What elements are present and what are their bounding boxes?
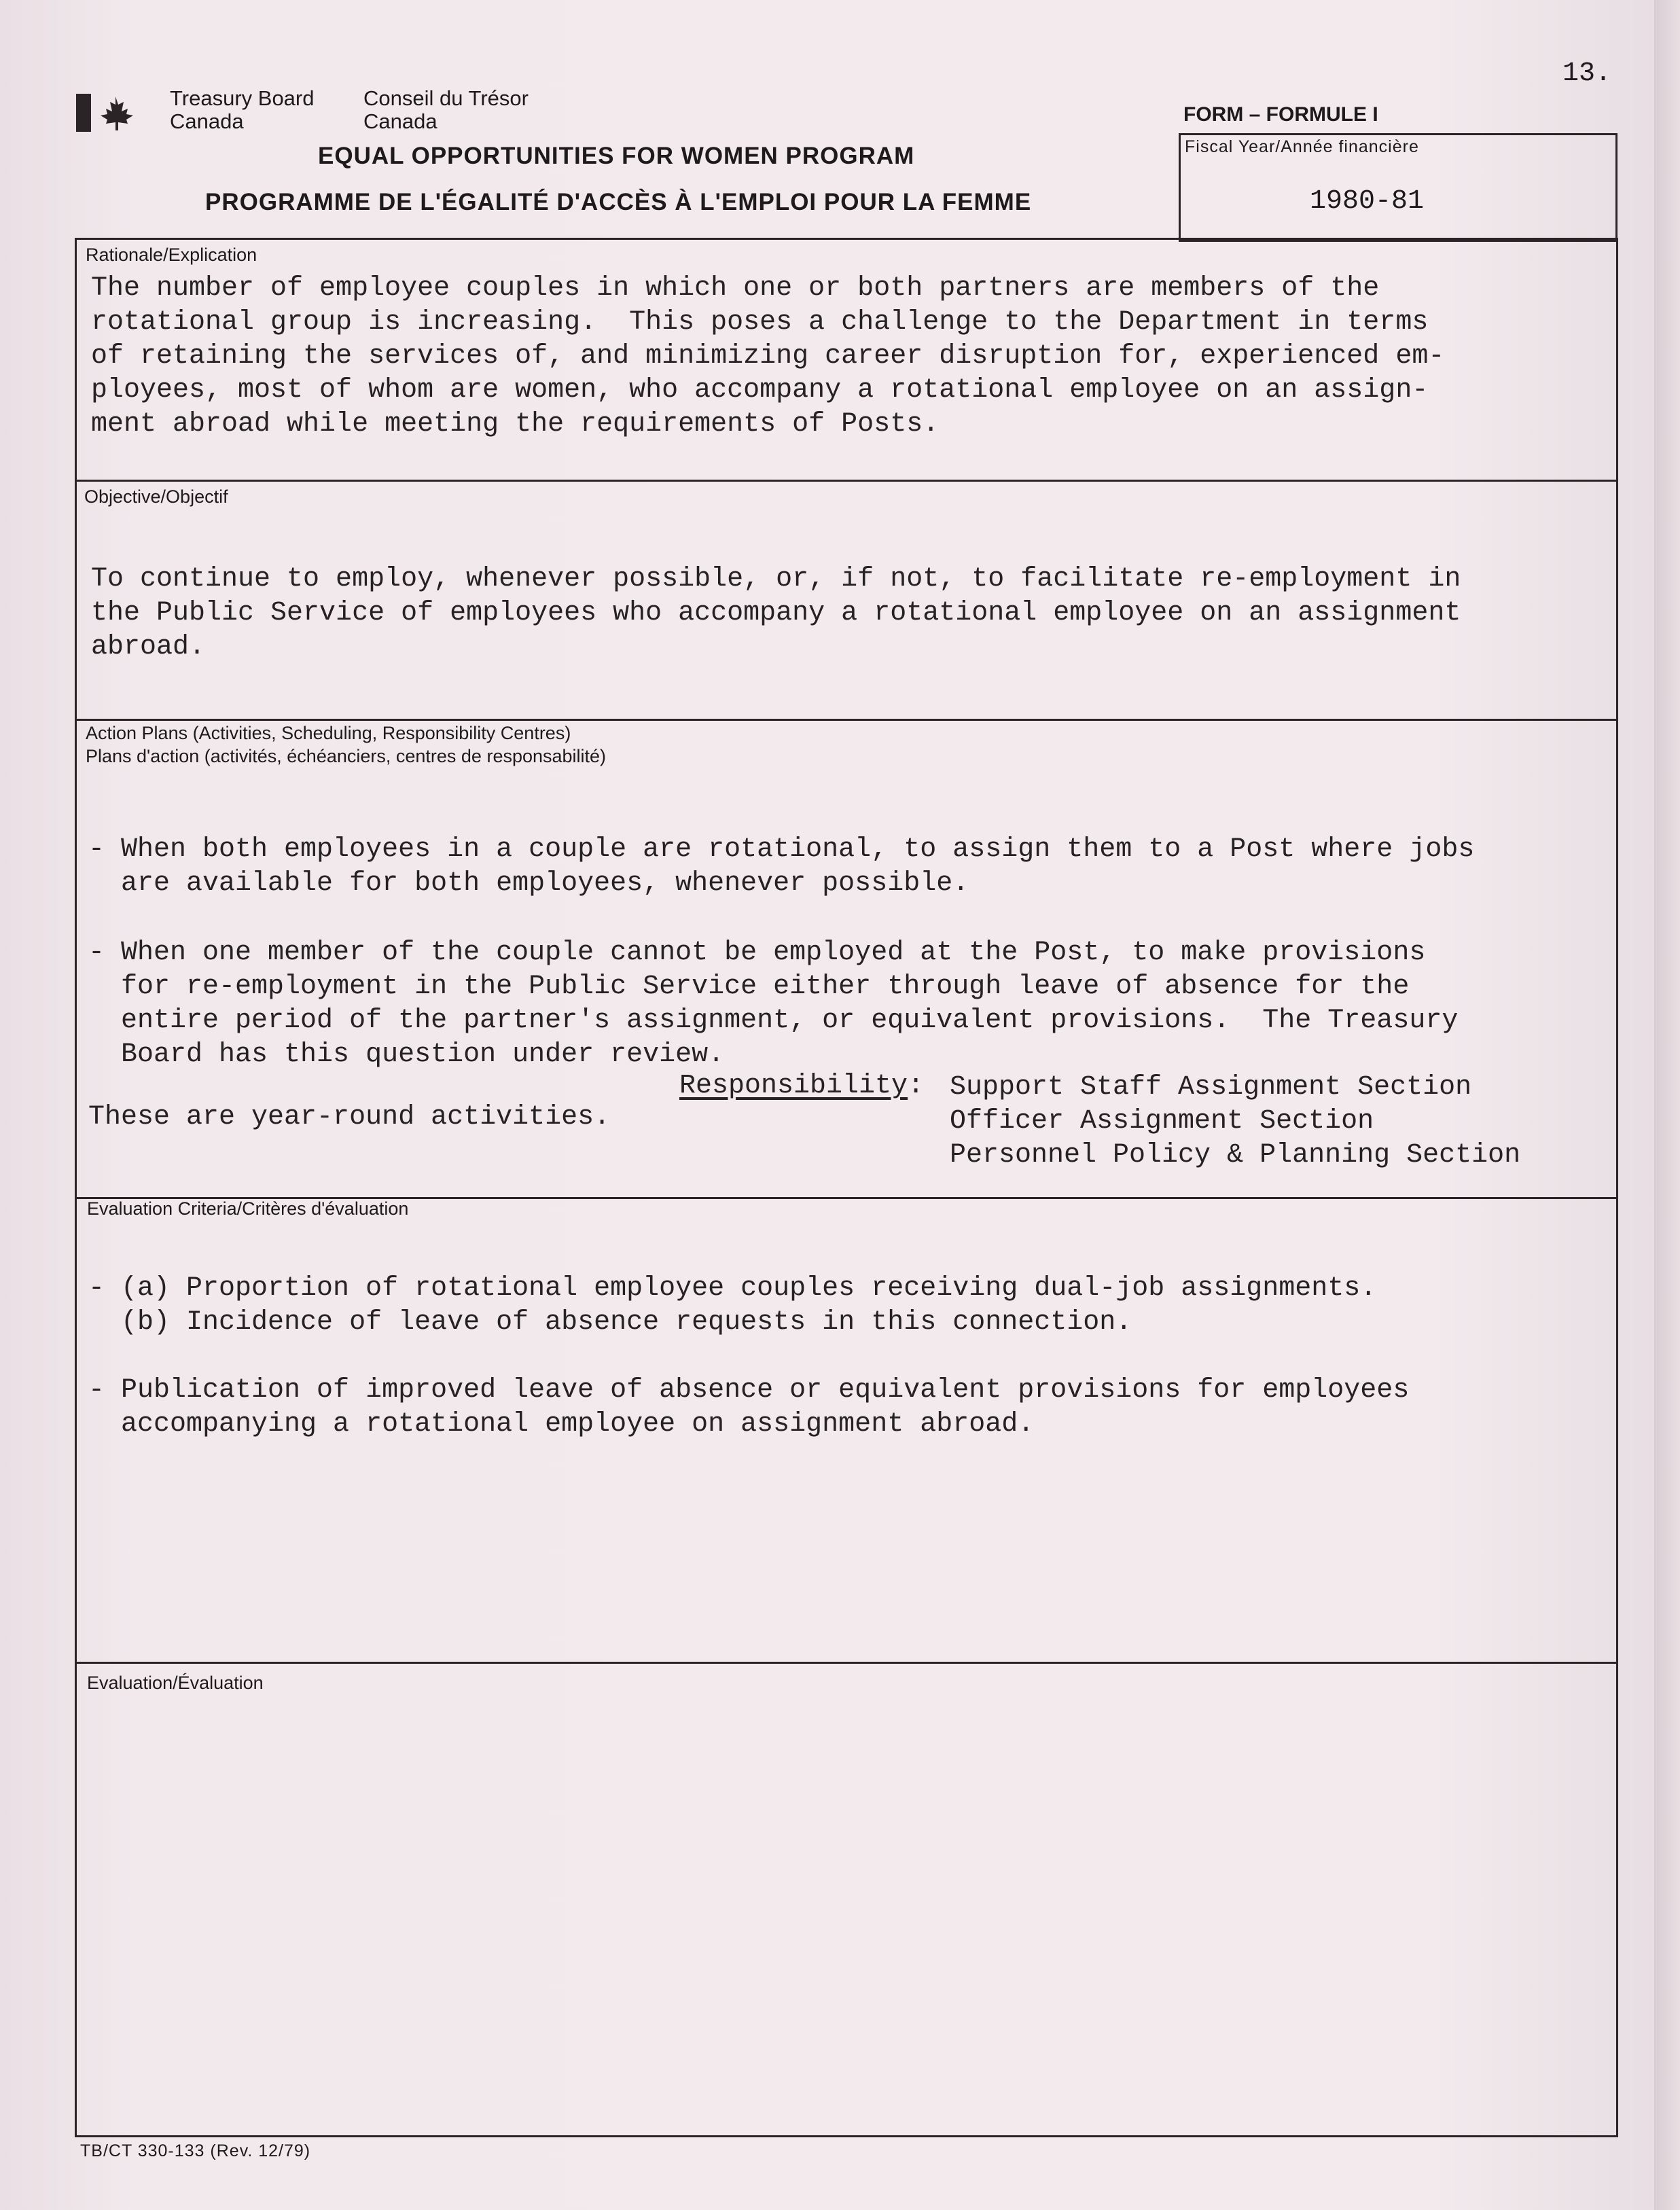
- divider: [75, 719, 1618, 721]
- evaluation-criteria-label: Evaluation Criteria/Critères d'évaluation: [87, 1198, 409, 1219]
- page-number: 13.: [1562, 58, 1612, 89]
- evaluation-criteria-item: - (a) Proportion of rotational employee couples receiving dual-job assignments. (b) Incidence of leave of absence requests in this connection.: [88, 1273, 1377, 1338]
- action-plans-label-fr: Plans d'action (activités, échéanciers, centres de responsabilité): [86, 746, 607, 766]
- form-number: TB/CT 330-133 (Rev. 12/79): [80, 2141, 311, 2160]
- page-edge: [1654, 0, 1680, 2210]
- agency-name-fr: Conseil du Trésor Canada: [363, 86, 529, 133]
- evaluation-criteria-item: - Publication of improved leave of absence or equivalent provisions for employees accompanying a rotational employee on assignment abroad.: [88, 1375, 1410, 1440]
- agency-name-en: Treasury Board Canada: [170, 86, 315, 133]
- divider: [75, 1662, 1618, 1664]
- form-label: FORM – FORMULE I: [1183, 103, 1378, 126]
- rationale-text: The number of employee couples in which one or both partners are members of the rotational group is increasing. This poses a challenge to the Department in terms of retaining the services of, and minimizing career disruption for, experienced em- ployees, most of whom are women, who accompany a rotational employee on an assign- ment abroad while meeting the requirements of Posts.: [91, 273, 1445, 440]
- action-plan-item: - When one member of the couple cannot be employed at the Post, to make provisions for re-employment in the Public Service either through leave of absence for the entire period of the partner's assignment, or equivalent provisions. The Treasury Board has this question under review.: [88, 938, 1459, 1070]
- objective-label: Objective/Objectif: [84, 486, 228, 507]
- evaluation-label: Evaluation/Évaluation: [87, 1673, 264, 1693]
- action-plan-item: - When both employees in a couple are rotational, to assign them to a Post where jobs are available for both employees, whenever possible.: [88, 834, 1475, 899]
- program-title-en: EQUAL OPPORTUNITIES FOR WOMEN PROGRAM: [318, 143, 915, 169]
- rationale-label: Rationale/Explication: [86, 245, 257, 265]
- fiscal-year-label: Fiscal Year/Année financière: [1185, 137, 1419, 156]
- objective-text: To continue to employ, whenever possible, or, if not, to facilitate re-employment in the Public Service of employees who accompany a rotational employee on an assignment abroad.: [91, 564, 1461, 662]
- action-plans-label-en: Action Plans (Activities, Scheduling, Responsibility Centres): [86, 723, 571, 743]
- program-title-fr: PROGRAMME DE L'ÉGALITÉ D'ACCÈS À L'EMPLOI POUR LA FEMME: [205, 189, 1032, 215]
- canada-flag-icon: [76, 94, 139, 132]
- responsibility-list: Support Staff Assignment Section Officer Assignment Section Personnel Policy & Planning Section: [950, 1072, 1521, 1171]
- form-frame: [75, 238, 1618, 2137]
- responsibility-heading: Responsibility:: [679, 1071, 925, 1101]
- schedule-note: These are year-round activities.: [88, 1102, 611, 1133]
- divider: [75, 480, 1618, 482]
- fiscal-year-value: 1980-81: [1310, 186, 1425, 217]
